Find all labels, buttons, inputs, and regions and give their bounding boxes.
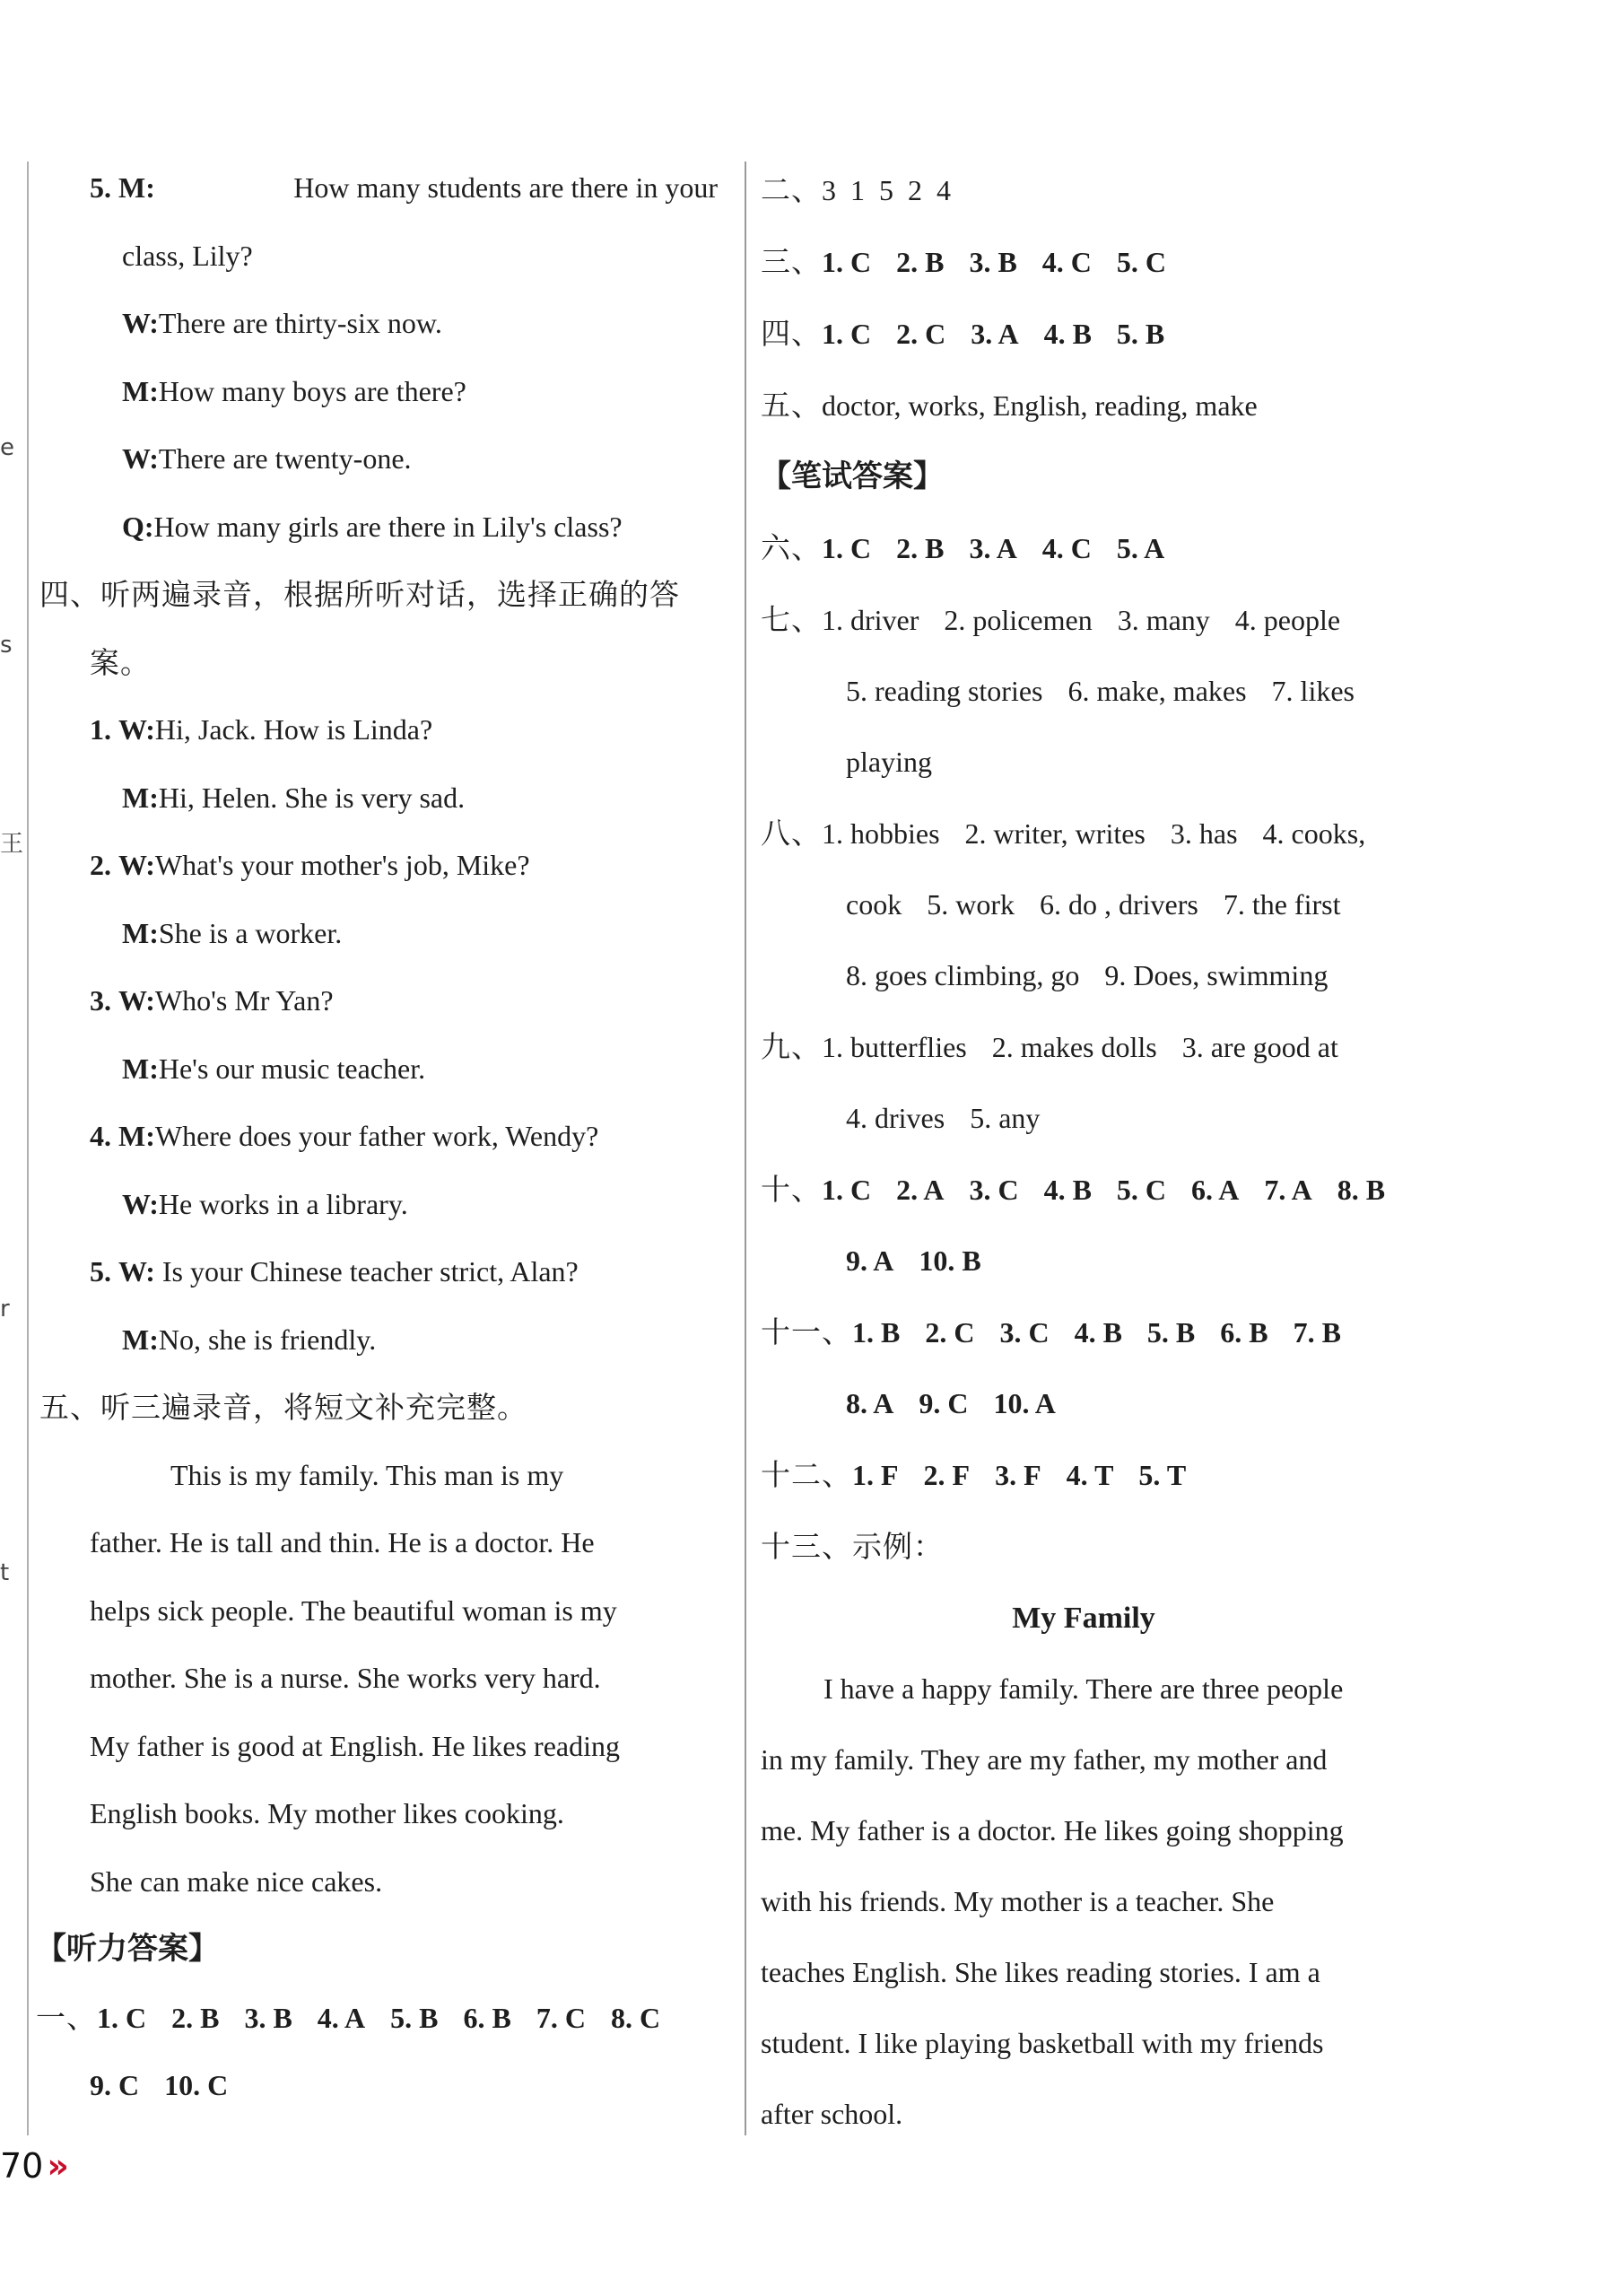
answer-item: 10. B <box>919 1244 981 1277</box>
dialogue-line: 1. W:Hi, Jack. How is Linda? <box>90 713 433 746</box>
answer-item: 1. hobbies <box>822 817 940 850</box>
answer-row: 二、3 1 5 2 4 <box>761 172 951 207</box>
answer-item: 5. reading stories <box>846 675 1043 707</box>
answer-item: 2. B <box>171 2001 220 2034</box>
passage-line: This is my family. This man is my <box>170 1458 564 1491</box>
answer-item: 3. B <box>244 2001 292 2034</box>
answer-item: 2. B <box>896 246 945 278</box>
dialogue-line: M:Hi, Helen. She is very sad. <box>122 781 466 814</box>
answer-row: 十三、示例： <box>761 1529 944 1564</box>
passage-line: My father is good at English. He likes reading <box>90 1729 620 1762</box>
answer-item: cook <box>846 888 902 921</box>
answer-item: 3. has <box>1170 817 1238 850</box>
answer-item: 4. people <box>1234 604 1341 636</box>
page-number: 70 » <box>0 2146 64 2186</box>
answer-item: 10. A <box>993 1387 1056 1419</box>
answer-item: 9. C <box>919 1387 969 1419</box>
answer-item: 5. A <box>1116 532 1165 564</box>
section-title: 五、听三遍录音，将短文补充完整。 <box>39 1390 527 1425</box>
answer-item: 5. work <box>927 888 1015 921</box>
answer-row: 十、1. C 2. A 3. C 4. B 5. C 6. A 7. A 8. B <box>761 1154 1469 1226</box>
answer-item: 4. drives <box>846 1102 945 1134</box>
answer-item: 2. B <box>896 532 945 564</box>
answer-item: 7. likes <box>1271 675 1355 707</box>
essay-line: with his friends. My mother is a teacher. She <box>761 1885 1275 1917</box>
passage-line: father. He is tall and thin. He is a doctor. He <box>90 1526 595 1558</box>
answer-item: 1. C <box>97 2001 147 2034</box>
answer-row: 七、1. driver 2. policemen 3. many 4. people <box>761 584 1469 656</box>
answer-item: 9. Does, swimming <box>1104 959 1329 991</box>
edge-mark: 王 <box>0 831 24 858</box>
answer-item: 5. T <box>1138 1459 1187 1491</box>
answer-item: 2. policemen <box>944 604 1093 636</box>
answer-item: 5. B <box>1146 1316 1196 1349</box>
answer-item: 4. C <box>1041 246 1092 278</box>
answer-row <box>761 940 1469 1011</box>
answer-item: 4. T <box>1066 1459 1114 1491</box>
answer-item: 2. C <box>896 318 946 350</box>
dialogue-line: M:No, she is friendly. <box>122 1323 377 1356</box>
answer-item: 6. do , drivers <box>1039 888 1198 921</box>
answer-item: 6. B <box>463 2001 511 2034</box>
answer-item: 3. F <box>995 1459 1041 1491</box>
answer-item: 2. F <box>923 1459 971 1491</box>
dialogue-line: W:He works in a library. <box>122 1187 408 1220</box>
answer-item: 5. C <box>1116 1174 1167 1206</box>
dialogue-line: 5. M: How many students are there in your <box>90 171 718 204</box>
passage-line: helps sick people. The beautiful woman is my <box>90 1593 617 1627</box>
left-column <box>36 154 736 2120</box>
answer-item: 7. the first <box>1223 888 1341 921</box>
answer-row <box>761 1226 1469 1296</box>
answer-item: 2. writer, writes <box>964 817 1146 850</box>
edge-mark: e <box>0 434 14 461</box>
answer-item: 8. C <box>610 2001 661 2034</box>
answer-item: 4. C <box>1041 532 1092 564</box>
answer-item: 3. A <box>971 318 1019 350</box>
listening-answers-heading: 【听力答案】 <box>36 1931 219 1967</box>
answer-item: 9. A <box>846 1244 894 1277</box>
answer-row <box>761 656 1469 727</box>
answer-item: 7. B <box>1293 1316 1341 1349</box>
passage-line: She can make nice cakes. <box>90 1864 383 1898</box>
left-edge-line <box>27 162 29 2135</box>
answer-item: 3. C <box>999 1316 1050 1349</box>
answer-item: 1. C <box>822 532 872 564</box>
dialogue-line: 4. M:Where does your father work, Wendy? <box>90 1120 599 1152</box>
answer-item: 3. A <box>969 532 1017 564</box>
answer-item: 1. B <box>852 1316 901 1349</box>
answer-item: 9. C <box>90 2069 140 2101</box>
answer-row: 一、1. C 2. B 3. B 4. A 5. B 6. B 7. C 8. C <box>36 1984 736 2053</box>
dialogue-line: W:There are thirty-six now. <box>122 307 442 339</box>
answer-item: 1. C <box>822 246 872 278</box>
answer-row <box>36 2052 736 2120</box>
answer-item: 1. C <box>822 318 872 350</box>
edge-mark: t <box>0 1559 10 1586</box>
essay-line: in my family. They are my father, my mother and <box>761 1743 1328 1776</box>
essay-line: me. My father is a doctor. He likes going shopping <box>761 1814 1344 1846</box>
column-divider <box>745 162 746 2135</box>
answer-item: 8. goes climbing, go <box>846 959 1080 991</box>
dialogue-line: class, Lily? <box>122 239 253 272</box>
answer-item: 8. A <box>846 1387 894 1419</box>
answer-item: 4. B <box>1043 318 1092 350</box>
answer-item: 3. are good at <box>1181 1031 1338 1063</box>
essay-line: student. I like playing basketball with my friends <box>761 2027 1324 2059</box>
essay-title: My Family <box>1012 1602 1155 1635</box>
section-title-cont: 案。 <box>90 644 151 680</box>
answer-item: 1. butterflies <box>822 1031 967 1063</box>
answer-item: 7. C <box>536 2001 586 2034</box>
essay-line: I have a happy family. There are three people <box>823 1672 1344 1705</box>
answer-row: 四、1. C 2. C 3. A 4. B 5. B <box>761 298 1469 370</box>
answer-item: 1. C <box>822 1174 872 1206</box>
answer-item: 4. cooks, <box>1262 817 1366 850</box>
answer-item: 8. B <box>1337 1174 1386 1206</box>
chevron-right-icon: » <box>47 2146 64 2186</box>
answer-row <box>761 1368 1469 1439</box>
answer-item: 7. A <box>1264 1174 1312 1206</box>
passage-line: English books. My mother likes cooking. <box>90 1797 564 1829</box>
essay-line: after school. <box>761 2098 903 2130</box>
answer-item: 1. F <box>852 1459 899 1491</box>
answer-row: 九、1. butterflies 2. makes dolls 3. are good at <box>761 1011 1469 1083</box>
answer-item: 1. driver <box>822 604 919 636</box>
dialogue-line: 5. W: Is your Chinese teacher strict, Alan? <box>90 1255 579 1288</box>
dialogue-line: M:How many boys are there? <box>122 374 466 407</box>
dialogue-line: Q:How many girls are there in Lily's class? <box>122 510 623 543</box>
dialogue-line: 3. W:Who's Mr Yan? <box>90 984 334 1017</box>
edge-mark: r <box>0 1296 10 1323</box>
answer-row: 六、1. C 2. B 3. A 4. C 5. A <box>761 512 1469 584</box>
answer-row: playing <box>846 746 932 778</box>
answer-row: 十二、1. F 2. F 3. F 4. T 5. T <box>761 1439 1469 1511</box>
answer-item: 5. any <box>970 1102 1041 1134</box>
dialogue-line: W:There are twenty-one. <box>122 442 412 475</box>
answer-row: 五、doctor, works, English, reading, make <box>761 388 1258 423</box>
answer-row <box>761 1083 1469 1154</box>
answer-item: 2. C <box>925 1316 975 1349</box>
dialogue-line: 2. W:What's your mother's job, Mike? <box>90 849 530 881</box>
answer-item: 6. A <box>1191 1174 1240 1206</box>
answer-item: 10. C <box>164 2069 229 2101</box>
answer-item: 5. C <box>1116 246 1167 278</box>
edge-mark: s <box>0 632 13 659</box>
right-column <box>761 154 1469 2150</box>
answer-row: 十一、1. B 2. C 3. C 4. B 5. B 6. B 7. B <box>761 1296 1469 1368</box>
answer-row: 八、1. hobbies 2. writer, writes 3. has 4. cooks, <box>761 798 1469 869</box>
answer-item: 3. many <box>1117 604 1210 636</box>
answer-item: 5. B <box>390 2001 439 2034</box>
passage-line: mother. She is a nurse. She works very hard. <box>90 1662 601 1694</box>
answer-row <box>761 869 1469 940</box>
answer-item: 5. B <box>1116 318 1165 350</box>
section-title: 四、听两遍录音，根据所听对话，选择正确的答 <box>39 577 680 612</box>
answer-item: 6. B <box>1220 1316 1268 1349</box>
answer-item: 6. make, makes <box>1067 675 1247 707</box>
dialogue-line: M:He's our music teacher. <box>122 1052 426 1085</box>
answer-item: 4. B <box>1074 1316 1122 1349</box>
answer-item: 4. B <box>1043 1174 1092 1206</box>
answer-item: 4. A <box>317 2001 366 2034</box>
dialogue-line: M:She is a worker. <box>122 916 343 949</box>
answer-row: 三、1. C 2. B 3. B 4. C 5. C <box>761 226 1469 298</box>
written-answers-heading: 【笔试答案】 <box>761 458 944 494</box>
answer-item: 3. C <box>969 1174 1019 1206</box>
essay-line: teaches English. She likes reading stories. I am a <box>761 1956 1320 1988</box>
answer-item: 2. A <box>896 1174 945 1206</box>
answer-item: 2. makes dolls <box>991 1031 1157 1063</box>
answer-item: 3. B <box>969 246 1017 278</box>
